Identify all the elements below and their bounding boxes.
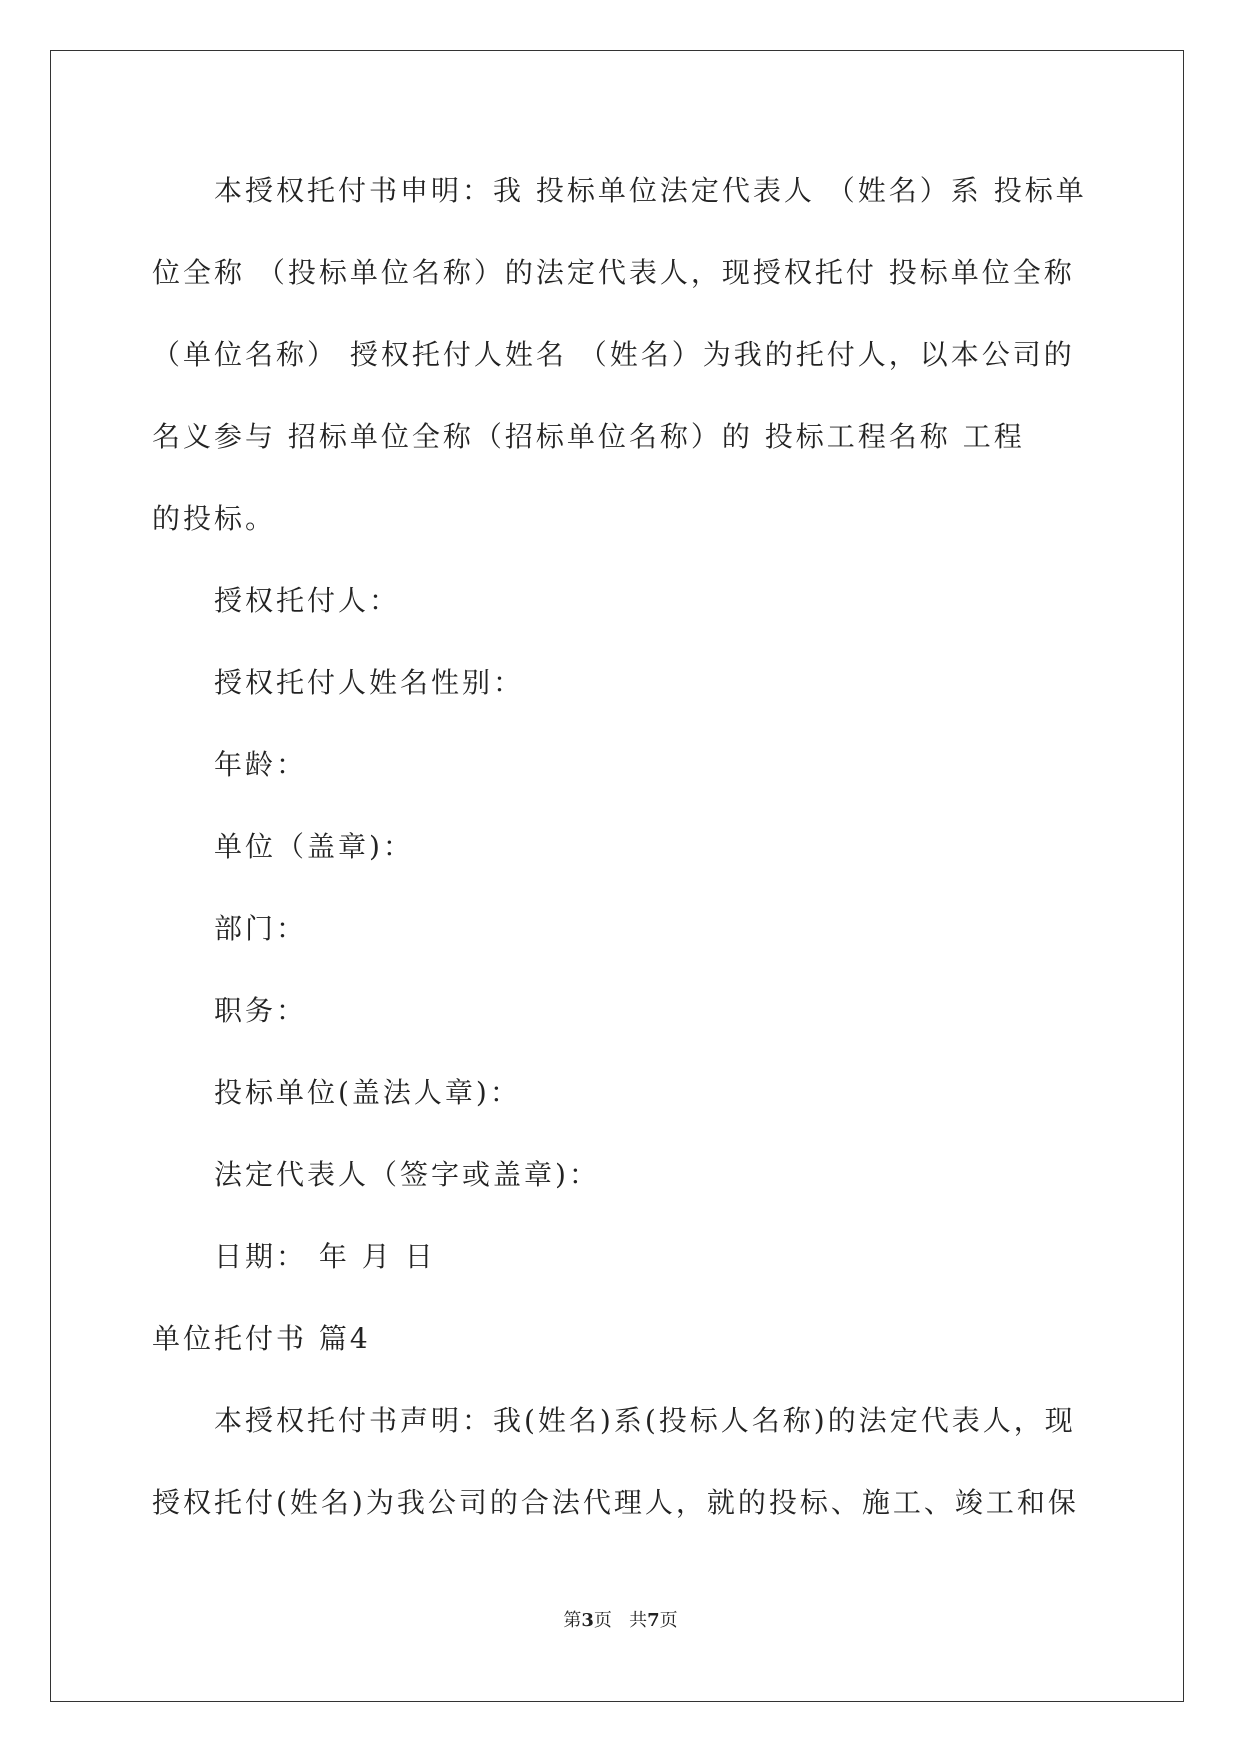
page-label-suffix: 页: [659, 1610, 678, 1631]
section-heading: 单位托付书 篇4: [152, 1322, 371, 1355]
field-date: 日期： 年 月 日: [214, 1240, 436, 1273]
paragraph-2-line-1: 本授权托付书声明：我(姓名)系(投标人名称)的法定代表人，现: [214, 1404, 1076, 1437]
field-legal-rep-signature: 法定代表人（签字或盖章)：: [214, 1158, 600, 1191]
page-label-prefix: 第: [563, 1610, 582, 1631]
field-unit-seal: 单位（盖章)：: [214, 830, 414, 863]
current-page-number: 3: [581, 1610, 594, 1631]
paragraph-1-line-4: 名义参与 招标单位全称（招标单位名称）的 投标工程名称 工程: [152, 420, 1025, 453]
page-footer: [0, 1606, 1241, 1632]
document-body: [152, 150, 1087, 1544]
field-authorized-agent: 授权托付人：: [214, 584, 401, 617]
paragraph-1-line-1: 本授权托付书申明：我 投标单位法定代表人 （姓名）系 投标单: [214, 174, 1087, 207]
paragraph-1-line-5: 的投标。: [152, 502, 277, 535]
field-bidder-seal: 投标单位(盖法人章)：: [214, 1076, 521, 1109]
field-agent-name-gender: 授权托付人姓名性别：: [214, 666, 525, 699]
total-pages-number: 7: [647, 1610, 660, 1631]
paragraph-1-line-3: （单位名称） 授权托付人姓名 （姓名）为我的托付人，以本公司的: [152, 338, 1075, 371]
paragraph-2-line-2: 授权托付(姓名)为我公司的合法代理人，就的投标、施工、竣工和保: [152, 1486, 1079, 1519]
page-label-mid: 页 共: [593, 1610, 648, 1631]
field-department: 部门：: [214, 912, 308, 945]
field-age: 年龄：: [214, 748, 308, 781]
field-position: 职务：: [214, 994, 308, 1027]
paragraph-1-line-2: 位全称 （投标单位名称）的法定代表人，现授权托付 投标单位全称: [152, 256, 1075, 289]
